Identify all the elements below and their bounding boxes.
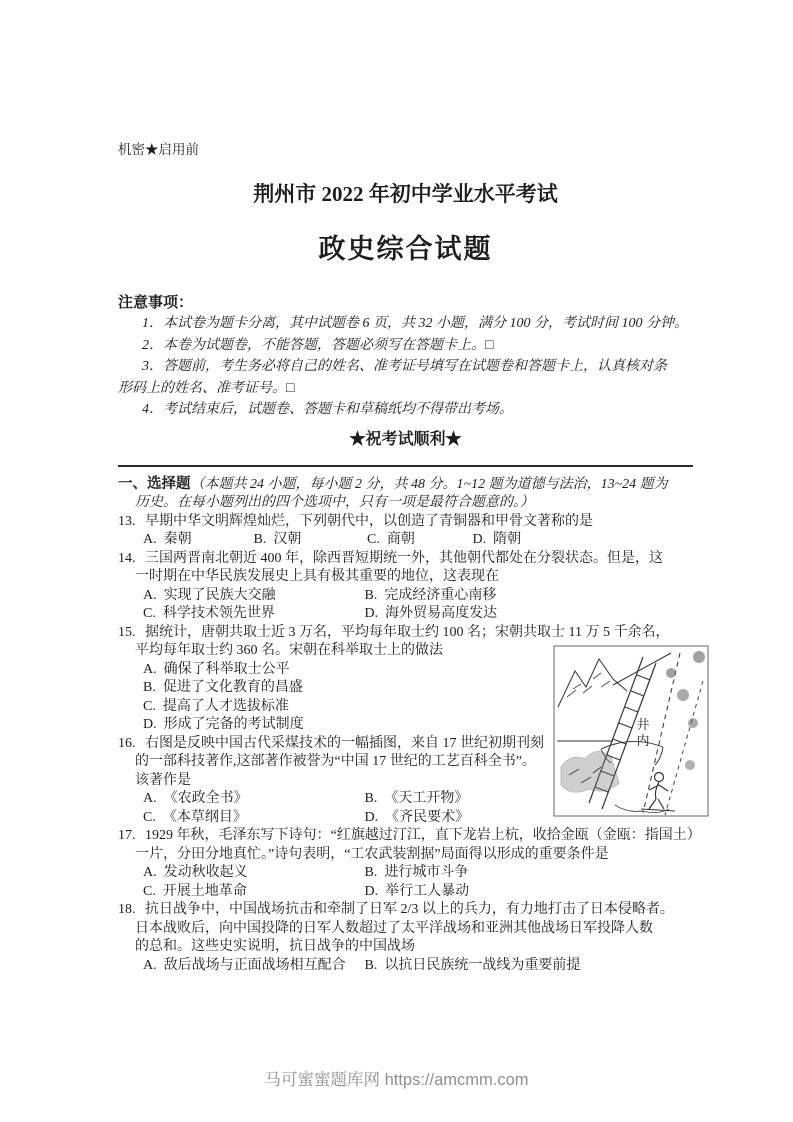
option-label: A. bbox=[143, 791, 157, 806]
notice-line: 3．答题前，考生务必将自己的姓名、准考证号填写在试题卷和答题卡上，认真核对条 bbox=[142, 359, 667, 374]
question-13 bbox=[118, 513, 693, 550]
question-stem-line: 一时期在中华民族发展史上具有极其重要的地位，这表现在 bbox=[135, 569, 499, 584]
question-17 bbox=[118, 827, 701, 901]
question-stem-text: 三国两晋南北朝近 400 年，除西晋短期统一外，其他朝代都处在分裂状态。但是，这 bbox=[145, 550, 663, 566]
option-text: 以抗日民族统一战线为重要前提 bbox=[384, 957, 581, 973]
option-text: 举行工人暴动 bbox=[385, 883, 470, 899]
question-stem-line: 日本战败后，向中国投降的日军人数超过了太平洋战场和亚洲其他战场日军投降人数 bbox=[135, 920, 653, 936]
section-heading bbox=[118, 475, 693, 495]
option-text: 海外贸易高度发达 bbox=[385, 606, 498, 621]
question-stem-text: 1929 年秋，毛泽东写下诗句：“红旗越过汀江，直下龙岩上杭，收拾金瓯（金瓯：指国土） bbox=[145, 828, 701, 843]
option-item bbox=[143, 957, 361, 976]
question-number: 15. bbox=[118, 624, 136, 640]
option-label: A. bbox=[143, 865, 157, 880]
option-text: 实现了民族大交融 bbox=[163, 587, 276, 603]
question-stem-line: 该著作是 bbox=[135, 772, 191, 788]
section-divider bbox=[118, 465, 693, 467]
question-stem-line bbox=[118, 550, 693, 569]
notice-item bbox=[118, 399, 693, 421]
option-label: B. bbox=[143, 680, 156, 695]
option-item bbox=[365, 864, 469, 883]
notice-line: 4．考试结束后，试题卷、答题卡和草稿纸均不得带出考场。 bbox=[142, 402, 513, 417]
option-label: A. bbox=[143, 532, 157, 547]
option-label: C. bbox=[143, 883, 156, 899]
question-stem-text: 抗日战争中，中国战场抗击和牵制了日军 2/3 以上的兵力，有力地打击了日本侵略者。 bbox=[145, 902, 674, 917]
question-stem-line bbox=[118, 827, 701, 846]
question-number: 17. bbox=[118, 828, 136, 843]
exam-title: 荆州市 2022 年初中学业水平考试 bbox=[253, 182, 558, 206]
question-stem-line: 的一部科技著作,这部著作被誉为“中国 17 世纪的工艺百科全书”。 bbox=[135, 754, 536, 769]
notices-heading: 注意事项： bbox=[118, 295, 194, 311]
options-row bbox=[118, 957, 693, 976]
figure-label-char: 井 bbox=[636, 716, 650, 732]
option-label: A. bbox=[143, 661, 157, 677]
option-text: 《天工开物》 bbox=[384, 791, 469, 806]
option-text: 发动秋收起义 bbox=[163, 865, 248, 880]
option-text: 完成经济重心南移 bbox=[384, 587, 497, 603]
option-label: D. bbox=[364, 606, 379, 621]
section-description: （本题共 24 小题，每小题 2 分，共 48 分。1~12 题为道德与法治，13~24 题为 bbox=[190, 476, 668, 492]
option-text: 《农政全书》 bbox=[163, 791, 248, 806]
option-text: 《本草纲目》 bbox=[162, 809, 247, 825]
coal-mining-illustration bbox=[553, 645, 710, 818]
question-stem-text: 早期中华文明辉煌灿烂，下列朝代中，以创造了青铜器和甲骨文著称的是 bbox=[145, 513, 593, 529]
option-text: 形成了完备的考试制度 bbox=[163, 717, 304, 732]
question-number: 16. bbox=[118, 735, 136, 751]
option-label: C. bbox=[367, 532, 380, 547]
question-number: 14. bbox=[118, 550, 136, 566]
option-item bbox=[143, 698, 289, 717]
question-stem-text: 据统计，唐朝共取士近 3 万名，平均每年取士约 100 名；宋朝共取士 11 万 5 千余名， bbox=[145, 624, 670, 640]
page-content bbox=[118, 0, 701, 975]
option-label: B. bbox=[364, 865, 378, 880]
confidential-label: 机密★启用前 bbox=[118, 142, 199, 157]
notices-section bbox=[118, 293, 693, 421]
option-item bbox=[143, 679, 303, 698]
question-stem-line bbox=[118, 513, 693, 532]
option-label: B. bbox=[253, 532, 267, 547]
option-item bbox=[365, 587, 497, 606]
option-label: C. bbox=[143, 606, 156, 621]
option-label: B. bbox=[364, 587, 378, 603]
option-item bbox=[143, 661, 290, 680]
option-label: B. bbox=[364, 957, 378, 973]
coal-mining-figure bbox=[553, 645, 710, 818]
option-text: 敌后战场与正面战场相互配合 bbox=[163, 957, 346, 973]
option-item bbox=[365, 790, 469, 809]
option-item bbox=[143, 790, 361, 809]
option-item bbox=[365, 957, 581, 976]
option-item bbox=[143, 587, 361, 606]
option-text: 进行城市斗争 bbox=[384, 865, 469, 880]
options-row bbox=[118, 864, 693, 883]
notice-item bbox=[118, 335, 693, 357]
section-title: 一、选择题 bbox=[118, 475, 191, 492]
option-label: A. bbox=[143, 957, 157, 973]
option-text: 秦朝 bbox=[163, 532, 192, 547]
option-text: 确保了科举取士公平 bbox=[163, 661, 290, 677]
options-row bbox=[118, 883, 693, 902]
option-item bbox=[143, 809, 361, 828]
option-text: 商朝 bbox=[386, 532, 415, 547]
options-row bbox=[118, 605, 693, 624]
option-item bbox=[365, 809, 470, 828]
exam-subtitle: 政史综合试题 bbox=[318, 234, 493, 264]
question-number: 18. bbox=[118, 902, 136, 917]
question-stem-line: 一片，分田分地真忙。”诗句表明，“工农武装割据”局面得以形成的重要条件是 bbox=[135, 846, 609, 862]
option-item bbox=[143, 605, 361, 624]
question-stem-line bbox=[118, 901, 693, 920]
question-stem-line: 的总和。这些史实说明，抗日战争的中国战场 bbox=[135, 939, 415, 954]
option-text: 《齐民要术》 bbox=[385, 809, 470, 825]
option-label: C. bbox=[143, 809, 156, 825]
option-label: D. bbox=[472, 532, 487, 547]
option-label: D. bbox=[364, 883, 379, 899]
option-text: 隋朝 bbox=[493, 532, 522, 547]
question-number: 13. bbox=[118, 513, 136, 529]
option-item bbox=[367, 531, 469, 550]
option-item bbox=[143, 531, 250, 550]
notice-item bbox=[118, 356, 693, 399]
figure-inner-label bbox=[635, 717, 651, 749]
option-label: D. bbox=[364, 809, 379, 825]
option-text: 促进了文化教育的昌盛 bbox=[162, 680, 303, 695]
option-label: A. bbox=[143, 587, 157, 603]
option-text: 汉朝 bbox=[273, 532, 302, 547]
options-row bbox=[118, 587, 693, 606]
multiple-choice-section bbox=[118, 475, 701, 976]
question-stem-line: 平均每年取士约 360 名。宋朝在科举取士上的做法 bbox=[135, 643, 443, 658]
option-item bbox=[143, 864, 361, 883]
figure-label-char: 内 bbox=[636, 732, 650, 748]
section-description: 历史。在每小题列出的四个选项中，只有一项是最符合题意的。） bbox=[135, 495, 534, 510]
options-row bbox=[118, 531, 693, 550]
option-label: C. bbox=[143, 698, 156, 714]
option-item bbox=[254, 531, 364, 550]
question-18 bbox=[118, 901, 693, 975]
question-stem-line bbox=[118, 624, 693, 643]
option-item bbox=[365, 883, 470, 902]
footer-watermark: 马可蜜蜜题库网 https://amcmm.com bbox=[264, 1071, 529, 1089]
notice-item bbox=[118, 313, 693, 335]
notice-line: 2．本卷为试题卷，不能答题，答题必须写在答题卡上。□ bbox=[142, 337, 494, 353]
notice-line: 形码上的姓名、准考证号。□ bbox=[118, 380, 295, 396]
option-item bbox=[365, 605, 498, 624]
option-text: 提高了人才选拔标准 bbox=[162, 698, 289, 714]
question-14 bbox=[118, 550, 693, 624]
option-item bbox=[143, 883, 361, 902]
good-luck-line: ★祝考试顺利★ bbox=[349, 430, 462, 448]
option-label: D. bbox=[143, 717, 157, 732]
option-item bbox=[143, 716, 304, 735]
option-item bbox=[473, 531, 522, 550]
figure-zone bbox=[118, 624, 693, 828]
question-stem-text: 右图是反映中国古代采煤技术的一幅插图，来自 17 世纪初期刊刻 bbox=[145, 735, 544, 751]
option-label: B. bbox=[364, 791, 378, 806]
option-text: 开展土地革命 bbox=[162, 883, 247, 899]
option-text: 科学技术领先世界 bbox=[162, 606, 275, 621]
notice-line: 1．本试卷为题卡分离，其中试题卷 6 页，共 32 小题，满分 100 分，考试时间 100 分钟。 bbox=[142, 316, 688, 331]
